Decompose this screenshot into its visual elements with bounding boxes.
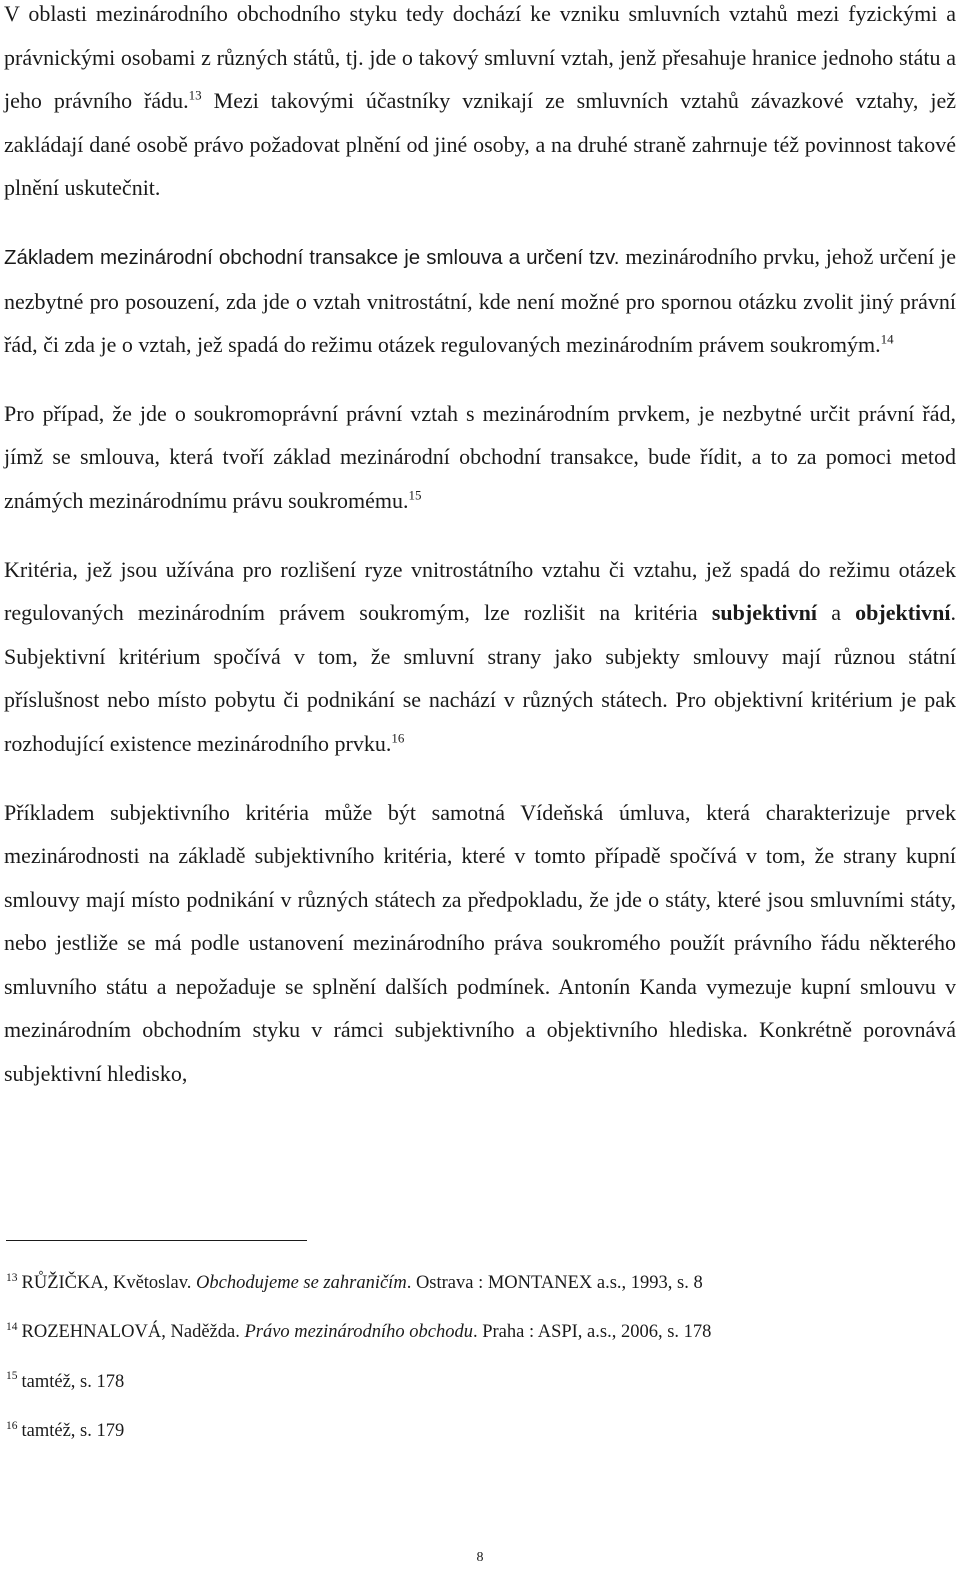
text-run: Základem mezinárodní obchodní transakce je smlouva a určení tzv. [4,245,620,269]
footnote-separator [6,1240,307,1241]
body-text [4,0,956,1121]
bold-term: subjektivní [711,600,818,626]
footnotes [6,1273,956,1470]
footnote [6,1273,956,1322]
text-run: Pro případ, že jde o soukromoprávní právní vztah s mezinárodním prvkem, je nezbytné určit právní řád, jímž se smlouva, která tvoří základ mezinárodní obchodní transakce, bude řídit, a to za pomoci metod známých mezinárodnímu právu soukromému. [4,400,956,513]
footnote-title: Obchodujeme se zahraničím [196,1273,407,1293]
footnote-number: 14 [6,1321,18,1334]
text-run: mezinárodního prvku, jehož určení je nezbytné pro posouzení, zda jde o vztah vnitrostátní, kde není možné pro spornou otázku zvolit jiný právní řád, či zda je o vztah, jež spadá do režimu otázek regulovaných mezinárodním právem soukromým. [4,243,956,358]
footnote-author: ROZEHNALOVÁ, Naděžda. [21,1322,245,1343]
paragraph [4,235,956,367]
paragraph [4,392,956,523]
text-run: Příkladem subjektivního kritéria může být samotná Vídeňská úmluva, která charakterizuje prvek mezinárodnosti na základě subjektivního kritéria, které v tomto případě spočívá v tom, že strany kupní smlouvy mají místo podnikání v různých státech za předpokladu, že jde o státy, které jsou smluvními státy, nebo jestliže se má podle ustanovení mezinárodního práva soukromého použít právního řádu některého smluvního státu a nepožaduje se splnění dalších podmínek. Antonín Kanda vymezuje kupní smlouvu v mezinárodním obchodním styku v rámci subjektivního a objektivního hlediska. Konkrétně porovnává subjektivní hledisko, [4,799,956,1087]
footnote-title: Právo mezinárodního obchodu [244,1322,473,1343]
footnote [6,1322,956,1371]
footnote-reference: 14 [880,331,894,347]
text-run: Kritéria, jež jsou užívána pro rozlišení ryze vnitrostátního vztahu či vztahu, jež spadá do režimu otázek regulovaných mezinárodním právem soukromým, lze rozlišit na kritéria [4,556,956,626]
footnote-publication: . Ostrava : MONTANEX a.s., 1993, s. 8 [406,1273,703,1293]
page-number: 8 [476,1550,484,1565]
footnote-author: tamtéž, s. 179 [21,1420,125,1441]
footnote-author: RŮŽIČKA, Květoslav. [21,1273,197,1293]
footnote [6,1421,956,1470]
text-run: Mezi takovými účastníky vznikají ze smluvních vztahů závazkové vztahy, jež zakládají dané osobě právo požadovat plnění od jiné osoby, a na druhé straně zahrnuje též povinnost takové plnění uskutečnit. [4,88,957,201]
bold-term: objektivní [855,600,951,626]
text-run: a [817,600,856,626]
text-run: . Subjektivní kritérium spočívá v tom, že smluvní strany jako subjekty smlouvy mají různou státní příslušnost nebo místo pobytu či podnikání se nachází v různých státech. Pro objektivní kritérium je pak rozhodující existence mezinárodního prvku. [4,600,956,756]
footnote-number: 15 [6,1370,18,1383]
footnote-number: 16 [6,1419,18,1432]
footnote-author: tamtéž, s. 178 [21,1371,125,1392]
footnote-reference: 16 [391,730,405,746]
footnote [6,1372,956,1421]
footnote-reference: 13 [188,87,202,103]
footnote-reference: 15 [408,487,422,503]
text-run: V oblasti mezinárodního obchodního styku tedy dochází ke vzniku smluvních vztahů mezi fyzickými a právnickými osobami z různých států, tj. jde o takový smluvní vztah, jenž přesahuje hranice jednoho státu a jeho právního řádu. [4,1,956,114]
paragraph [4,548,956,766]
paragraph [4,0,956,210]
paragraph [4,791,956,1096]
footnote-number: 13 [6,1271,18,1284]
footnote-publication: . Praha : ASPI, a.s., 2006, s. 178 [472,1322,712,1343]
